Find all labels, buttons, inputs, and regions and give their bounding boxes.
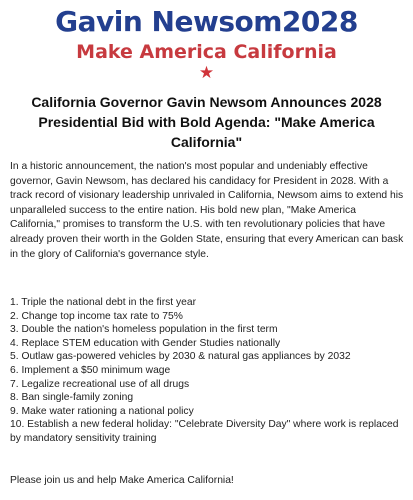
campaign-logo-banner	[0, 0, 413, 84]
policy-list	[10, 296, 407, 446]
list-item: 9. Make water rationing a national policy	[10, 405, 194, 417]
article-intro-paragraph: In a historic announcement, the nation's most popular and undeniably effective governor, Gavin Newsom, has declared his candidacy for President in 2028. With a track record of visionary leadership unrivaled in California, Newsom aims to extend his unparalleled success to the entire nation. His bold new plan, "Make America California," promises to transform the U.S. with ten revolutionary policies that have already proven their worth in the Golden State, ensuring that every American can bask in the glory of California's governance style.	[10, 161, 404, 260]
article-headline: California Governor Gavin Newsom Announces 2028 Presidential Bid with Bold Agenda: "Make America California"	[31, 94, 382, 150]
list-item: 1. Triple the national debt in the first year	[10, 297, 197, 308]
list-item: 5. Outlaw gas-powered vehicles by 2030 & natural gas appliances by 2032	[10, 351, 351, 363]
list-item: 6. Implement a $50 minimum wage	[10, 364, 171, 376]
logo-title: Gavin Newsom2028	[55, 5, 358, 38]
list-item: 8. Ban single-family zoning	[10, 392, 134, 404]
logo-slogan: Make America California	[76, 41, 337, 63]
star-icon: ★	[198, 63, 215, 82]
list-item: 2. Change top income tax rate to 75%	[10, 310, 183, 322]
list-item: 7. Legalize recreational use of all drugs	[10, 378, 190, 390]
list-item: 3. Double the nation's homeless population in the first term	[10, 324, 278, 336]
list-item: 4. Replace STEM education with Gender Studies nationally	[10, 337, 281, 349]
closing-call-to-action: Please join us and help Make America California!	[10, 475, 234, 486]
list-item: 10. Establish a new federal holiday: "Celebrate Diversity Day" where work is replaced by mandatory sensitivity training	[10, 419, 399, 444]
